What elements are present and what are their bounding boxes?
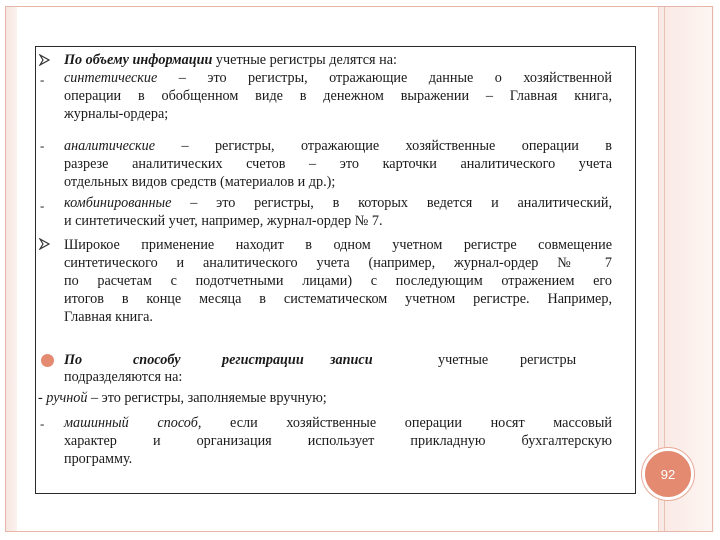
list-item-line: комбинированные – это регистры, в которых ведется и аналитический, [64, 195, 612, 211]
paragraph-line: итогов в конце месяца в систематическом учетном регистре. Например, [64, 291, 612, 307]
list-dash: - [40, 198, 45, 213]
section1-title-emphasis: По объему информации [64, 52, 213, 68]
paragraph-line: Широкое применение находит в одном учетном регистре совмещение [64, 237, 612, 253]
section1-title-rest: учетные регистры делятся на: [212, 52, 397, 68]
list-item-line: аналитические – регистры, отражающие хозяйственные операции в [64, 138, 612, 154]
term-manual: ручной [46, 390, 88, 406]
arrow-bullet-icon [39, 53, 50, 71]
arrow-bullet-icon [39, 237, 50, 255]
list-item-line: и синтетический учет, например, журнал-ордер № 7. [64, 213, 383, 229]
circle-bullet-icon [41, 354, 54, 367]
term-combined: комбинированные [64, 195, 172, 211]
page-number-badge [642, 448, 694, 500]
section2-title-word-6: регистры [520, 352, 577, 368]
list-dash: - [40, 72, 45, 87]
section2-title-word: По [64, 352, 83, 368]
list-item-line: операции в обобщенном виде в денежном выражении – Главная книга, [64, 88, 612, 104]
list-dash: - [40, 138, 45, 153]
list-item-line: отдельных видов средств (материалов и др.); [64, 174, 336, 190]
list-item-line: характер и организация использует прикладную бухгалтерскую [64, 433, 612, 449]
list-item-line: журналы-ордера; [64, 106, 169, 122]
list-dash: - [40, 416, 45, 431]
list-item-line: машинный способ, если хозяйственные операции носят массовый [64, 415, 612, 431]
paragraph-line: по расчетам с подотчетными лицами) с последующим отражением его [64, 273, 612, 289]
paragraph-line: синтетического и аналитического учета (например, журнал-ордер № 7 [64, 255, 612, 271]
section1-title [64, 51, 397, 69]
section2-title-word-3: регистрации [222, 352, 304, 368]
list-item-line: - ручной – это регистры, заполняемые вручную; [38, 390, 327, 406]
section2-title-word-4: записи [330, 352, 373, 368]
page-number: 92 [660, 466, 676, 482]
list-item-line: программу. [64, 451, 133, 467]
section2-title [64, 351, 82, 369]
list-item-line: разрезе аналитических счетов – это карточки аналитического учета [64, 156, 612, 172]
term-synthetic: синтетические [64, 70, 158, 86]
section2-title-word-5: учетные [438, 352, 489, 368]
paragraph-line: Главная книга. [64, 309, 153, 325]
term-analytic: аналитические [64, 138, 156, 154]
list-item-line: синтетические – это регистры, отражающие данные о хозяйственной [64, 70, 612, 86]
section2-title-line2: подразделяются на: [64, 369, 183, 385]
term-machine: машинный способ [64, 415, 198, 431]
list-dash: - [38, 390, 43, 406]
section2-title-word-2: способу [133, 352, 181, 368]
